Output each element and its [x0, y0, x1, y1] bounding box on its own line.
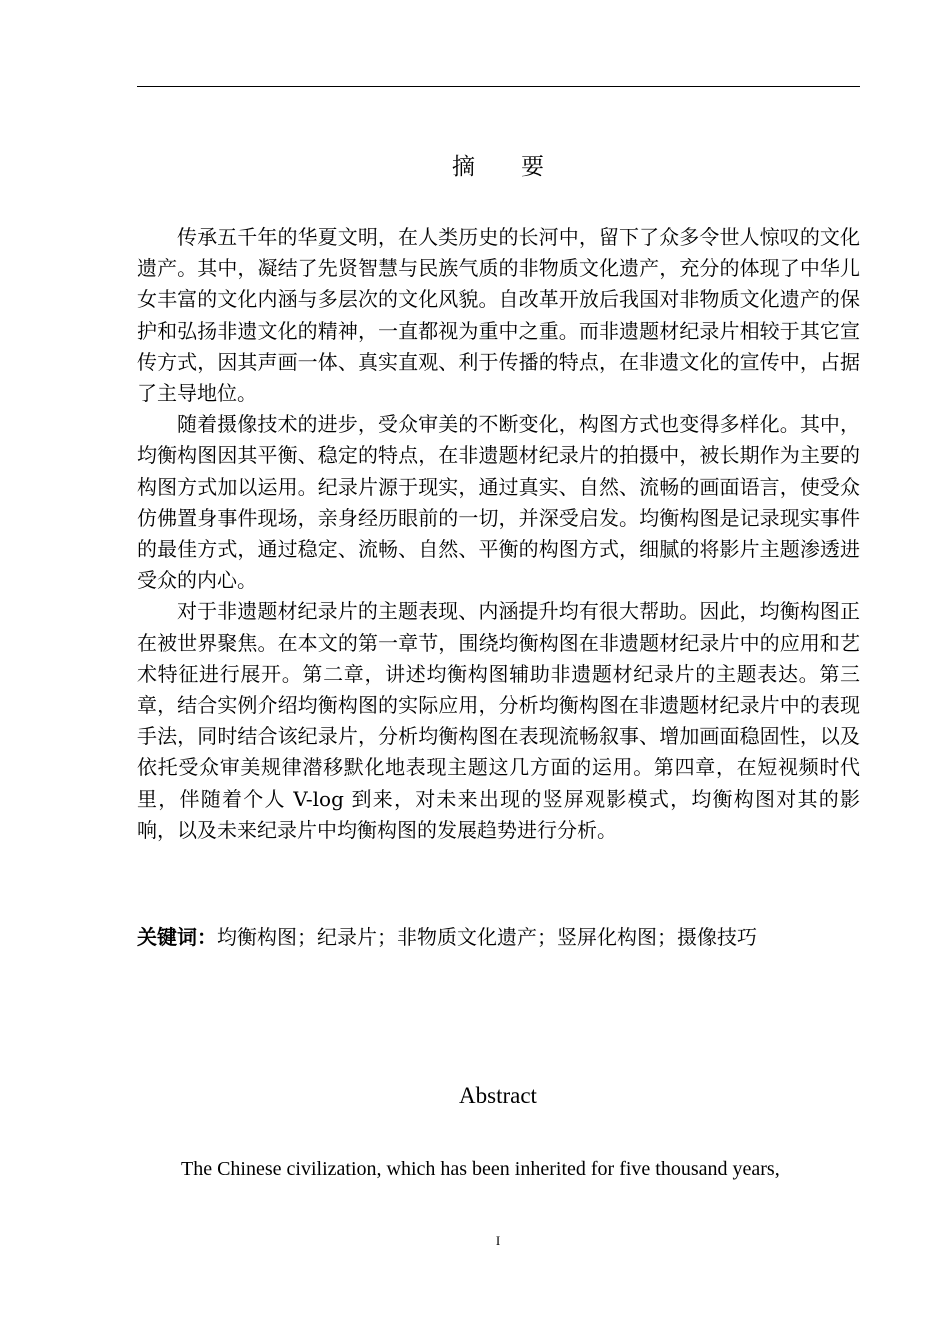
- abstract-cn-title: [0, 148, 950, 181]
- abstract-cn-paragraph-2: 随着摄像技术的进步，受众审美的不断变化，构图方式也变得多样化。其中，均衡构图因其平衡、稳定的特点，在非遗题材纪录片的拍摄中，被长期作为主要的构图方式加以运用。纪录片源于现实，通过真实、自然、流畅的画面语言，使受众仿佛置身事件现场，亲身经历眼前的一切，并深受启发。均衡构图是记录现实事件的最佳方式，通过稳定、流畅、自然、平衡的构图方式，细腻的将影片主题渗透进受众的内心。: [137, 412, 860, 593]
- abstract-cn-title-char-1: 摘: [452, 154, 475, 180]
- keywords-label: 关键词：: [137, 925, 217, 949]
- keywords-line: [137, 922, 860, 953]
- keywords-text: 均衡构图；纪录片；非物质文化遗产；竖屏化构图；摄像技巧: [217, 925, 757, 949]
- abstract-en-body: [137, 1154, 860, 1185]
- abstract-cn-title-char-2: 要: [521, 154, 544, 180]
- abstract-cn-paragraph-3: 对于非遗题材纪录片的主题表现、内涵提升均有很大帮助。因此，均衡构图正在被世界聚焦。在本文的第一章节，围绕均衡构图在非遗题材纪录片中的应用和艺术特征进行展开。第二章，讲述均衡构图辅助非遗题材纪录片的主题表达。第三章，结合实例介绍均衡构图的实际应用，分析均衡构图在非遗题材纪录片中的表现手法，同时结合该纪录片，分析均衡构图在表现流畅叙事、增加画面稳固性，以及依托受众审美规律潜移默化地表现主题这几方面的运用。第四章，在短视频时代里，伴随着个人 V-log 到来，对未来出现的竖屏观影模式，均衡构图对其的影响，以及未来纪录片中均衡构图的发展趋势进行分析。: [137, 599, 860, 842]
- abstract-en-first-line: The Chinese civilization, which has been inherited for five thousand years,: [181, 1158, 780, 1180]
- abstract-en-title: Abstract: [459, 1083, 537, 1108]
- page-number: I: [495, 1233, 501, 1248]
- abstract-cn-body: [137, 222, 860, 846]
- header-rule: [137, 86, 860, 87]
- abstract-cn-paragraph-1: 传承五千年的华夏文明，在人类历史的长河中，留下了众多令世人惊叹的文化遗产。其中，凝结了先贤智慧与民族气质的非物质文化遗产，充分的体现了中华儿女丰富的文化内涵与多层次的文化风貌。自改革开放后我国对非物质文化遗产的保护和弘扬非遗文化的精神，一直都视为重中之重。而非遗题材纪录片相较于其它宣传方式，因其声画一体、真实直观、利于传播的特点，在非遗文化的宣传中，占据了主导地位。: [137, 225, 860, 406]
